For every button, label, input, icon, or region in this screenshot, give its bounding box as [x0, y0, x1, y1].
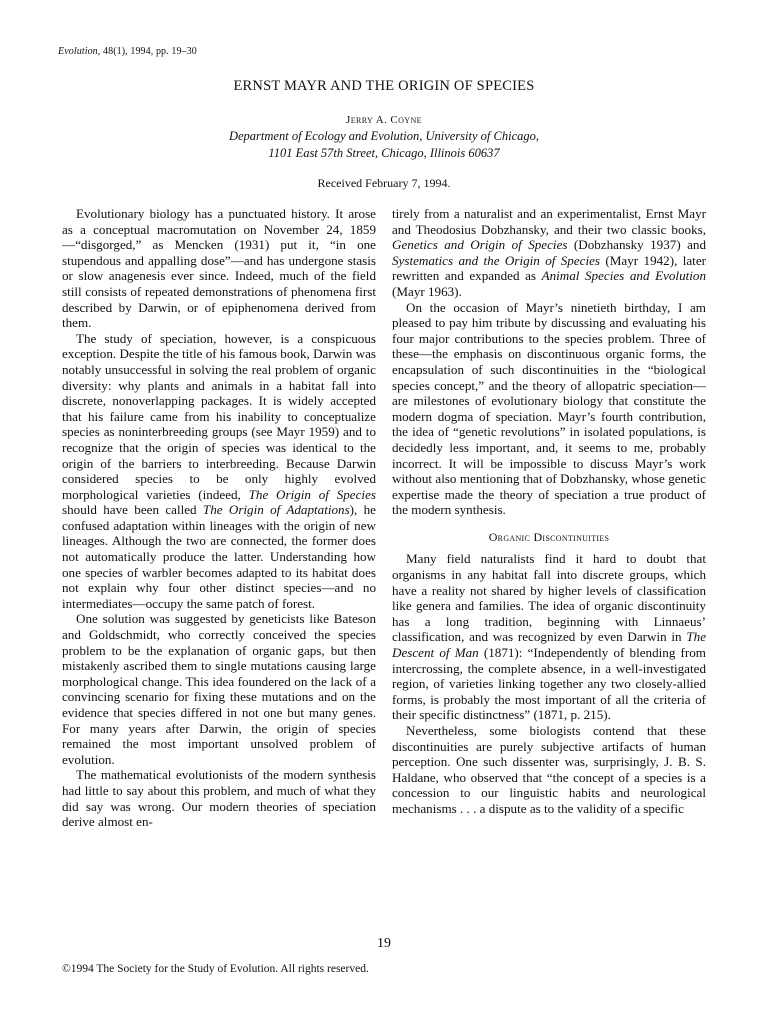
journal-citation: 48(1), 1994, pp. 19–30 — [103, 46, 197, 57]
paragraph-1: Evolutionary biology has a punctuated history. It arose as a conceptual macromutation on November 24, 1859—“disgorged,” as Mencken (1931) put it, “in one stupendous and appalling dose”—and has undergone stasis or slow anagenesis ever since. Indeed, much of the field still consists of repeated demonstrations of phenomena first described by Darwin, or of epiphenomena derived from them. — [62, 206, 376, 331]
text-span: (Mayr 1942), later rewritten and expanded as — [392, 252, 706, 284]
book-title: The Origin of Adaptations — [202, 502, 350, 518]
paragraph-2 — [62, 331, 376, 612]
author-name: Jerry A. Coyne — [346, 114, 422, 126]
text-span: tirely from a naturalist and an experimentalist, Ernst Mayr and Theodosius Dobzhansky, and their two classic books, — [392, 206, 706, 237]
paragraph-4: The mathematical evolutionists of the modern synthesis had little to say about this problem, and much of what they did say was wrong. Our modern theories of speciation derive almost en- — [62, 767, 376, 830]
affiliation-line-2: 1101 East 57th Street, Chicago, Illinois 60637 — [268, 146, 500, 160]
text-span: Many field naturalists find it hard to doubt that organisms in any habitat fall into discrete groups, which have a reality not shared by higher levels of classification like genera and families. The idea of organic discontinuity has a long tradition, beginning with Linnaeus’ classification, and was recognized by even Darwin in — [392, 551, 706, 645]
affiliation-line-1: Department of Ecology and Evolution, University of Chicago, — [228, 129, 540, 143]
paragraph-birthday: On the occasion of Mayr’s ninetieth birthday, I am pleased to pay him tribute by discussing and evaluating his four major contributions to the species problem. Three of these—the emphasis on discontinuous organic forms, the encapsulation of such discontinuities in the “biological species concept,” and the theory of allopatric speciation—are milestones of evolutionary biology that constitute the modern dogma of speciation. Mayr’s fourth contribution, the idea of “genetic revolutions” in isolated populations, is decidedly less important, and, it seems to me, probably incorrect. It will be impossible to discuss Mayr’s work without also mentioning that of Dobzhansky, whose genetic expertise made the theory of speciation a true product of the modern synthesis. — [392, 299, 706, 518]
paragraph-nevertheless: Nevertheless, some biologists contend that these discontinuities are purely subjective artifacts of human perception. One such dissenter was, surprisingly, J. B. S. Haldane, who observed that “the concept of a species is a concession to our linguistic habits and neurological mechanisms . . . a dispute as to the validity of a specific — [392, 723, 706, 816]
received-date: Received February 7, 1994. — [317, 176, 451, 190]
article-title: ERNST MAYR AND THE ORIGIN OF SPECIES — [233, 78, 535, 94]
text-span: The study of speciation, however, is a conspicuous exception. Despite the title of his famous book, Darwin was notably unsuccessful in solving the real problem of organic diversity: why plants and animals in a habitat fall into discrete, nonoverlapping packages. It is widely accepted that his failure came from his inability to conceptualize species as noninterbreeding groups (see Mayr 1959) and to recognize that the origin of species was identical to the origin of the barriers to interbreeding. Because Darwin considered species to be only highly evolved morphological varieties (indeed, — [62, 330, 376, 502]
paragraph-continued — [392, 206, 706, 300]
left-column — [62, 206, 376, 830]
text-span: (Dobzhansky 1937) and — [567, 237, 706, 253]
book-title: Animal Species and Evolution — [541, 268, 706, 284]
book-title: The Origin of Species — [248, 486, 376, 502]
text-span: should have been called — [62, 502, 203, 518]
book-title: The Descent of Man — [392, 629, 706, 661]
copyright-notice: ©1994 The Society for the Study of Evolution. All rights reserved. — [62, 963, 369, 975]
right-column — [392, 206, 706, 817]
journal-name: Evolution, — [58, 46, 101, 57]
page-number: 19 — [377, 936, 391, 951]
paragraph-naturalists — [392, 551, 706, 723]
text-span: (1871): “Independently of blending from intercrossing, the complete absence, in a well-investigated region, of varieties linking together any two closely-allied forms, is probably the most important of all the criteria of their specific distinctness” (1871, p. 215). — [392, 645, 706, 723]
text-span: (Mayr 1963). — [392, 283, 462, 299]
journal-reference — [58, 46, 197, 57]
section-heading: Organic Discontinuities — [488, 529, 610, 544]
paragraph-3: One solution was suggested by geneticists like Bateson and Goldschmidt, who correctly conceived the species problem to be the explanation of organic gaps, but then mistakenly ascribed them to single mutations causing large morphological change. This idea foundered on the lack of a convincing scenario for fixing these mutations and on the evidence that species differed in not one but many genes. For many years after Darwin, the origin of species remained the most important unsolved problem of evolution. — [62, 611, 376, 767]
book-title: Systematics and the Origin of Species — [392, 252, 601, 268]
text-span: ), he confused adaptation within lineages with the origin of new lineages. Although the two are connected, the former does not automatically produce the latter. Understanding how one species of warbler becomes adapted to its habitat does not explain why four other distinct species—and no intermediates—occupy the same patch of forest. — [62, 502, 376, 611]
book-title: Genetics and Origin of Species — [392, 237, 568, 253]
